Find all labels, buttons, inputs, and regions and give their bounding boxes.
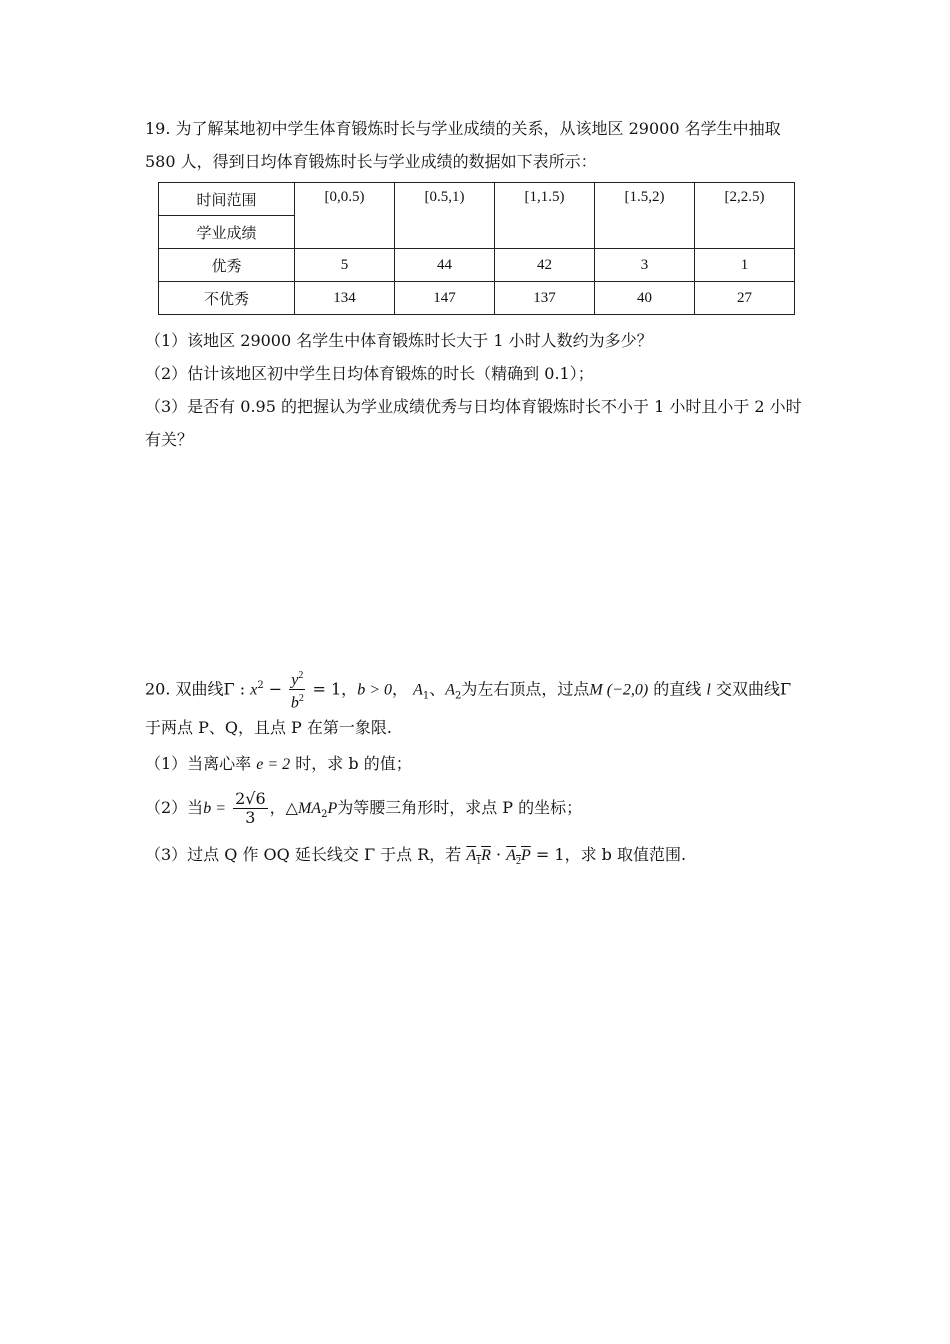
- b-condition: b > 0: [357, 681, 392, 699]
- table-cell: 137: [495, 282, 595, 315]
- table-interval: [0,0.5): [295, 183, 395, 249]
- table-cell: 147: [395, 282, 495, 315]
- q19-sub-question-1: （1）该地区 29000 名学生中体育锻炼时长大于 1 小时人数约为多少？: [145, 331, 653, 350]
- table-cell: 42: [495, 249, 595, 282]
- q19-sub-question-2: （2）估计该地区初中学生日均体育锻炼的时长（精确到 0.1）；: [145, 364, 594, 383]
- q19-data-table: [158, 182, 795, 315]
- row-label: 不优秀: [159, 282, 295, 315]
- table-cell: 40: [595, 282, 695, 315]
- q20-stem-line-2: 于两点 P、Q，且点 P 在第一象限.: [145, 718, 392, 737]
- table-row: [159, 249, 795, 282]
- b-value-fraction: $\frac{2√6}{3}$: [235, 789, 266, 827]
- q19-stem-line-2: 580 人，得到日均体育锻炼时长与学业成绩的数据如下表所示：: [145, 152, 597, 171]
- table-cell: 44: [395, 249, 495, 282]
- table-cell: 5: [295, 249, 395, 282]
- x-var: x: [250, 681, 258, 699]
- q20-sub-question-1: （1）当离心率 e = 2 时，求 b 的值；: [145, 754, 412, 773]
- q20-sub-question-2: （2）当b = $\frac{2√6}{3}$ ，$\triangle MA_2P$为等腰三角形时，求点 P 的坐标；: [145, 789, 583, 827]
- vector-a1r: $A_1R$: [466, 847, 491, 868]
- table-interval: [2,2.5): [695, 183, 795, 249]
- table-interval: [1,1.5): [495, 183, 595, 249]
- q19-sub-question-3-line-1: （3）是否有 0.95 的把握认为学业成绩优秀与日均体育锻炼时长不小于 1 小时且小于 2 小时: [145, 397, 802, 416]
- table-header-score: 学业成绩: [159, 216, 295, 249]
- q19-stem-line-1: 19. 为了解某地初中学生体育锻炼时长与学业成绩的关系，从该地区 29000 名学生中抽取: [145, 119, 781, 138]
- q20-sub-question-3: （3）过点 Q 作 OQ 延长线交 Γ 于点 R，若 $A_1R \cdot A_2P = 1$，求 b 取值范围.: [145, 845, 687, 868]
- table-header-time: 时间范围: [159, 183, 295, 216]
- vector-a2p: $A_2P$: [506, 847, 531, 868]
- q19-sub-question-3-line-2: 有关？: [145, 430, 194, 449]
- table-cell: 27: [695, 282, 795, 315]
- y2-over-b2-fraction: $\frac{y^2}{b^2}$: [289, 667, 305, 713]
- table-row: [159, 282, 795, 315]
- table-cell: 3: [595, 249, 695, 282]
- q20-stem-line-1: 20. 双曲线Γ : $x^2$ − $\frac{y^2}{b^2}$ = 1，b > 0， $A_1$、$A_2$为左右顶点，过点M (−2,0) 的直线 l 交双曲线Γ: [145, 666, 791, 717]
- gamma-symbol: Γ: [223, 679, 235, 699]
- q20-prefix: 20. 双曲线: [145, 679, 224, 699]
- point-m: M (−2,0): [589, 681, 649, 699]
- table-cell: 134: [295, 282, 395, 315]
- table-cell: 1: [695, 249, 795, 282]
- table-interval: [0.5,1): [395, 183, 495, 249]
- table-interval: [1.5,2): [595, 183, 695, 249]
- row-label: 优秀: [159, 249, 295, 282]
